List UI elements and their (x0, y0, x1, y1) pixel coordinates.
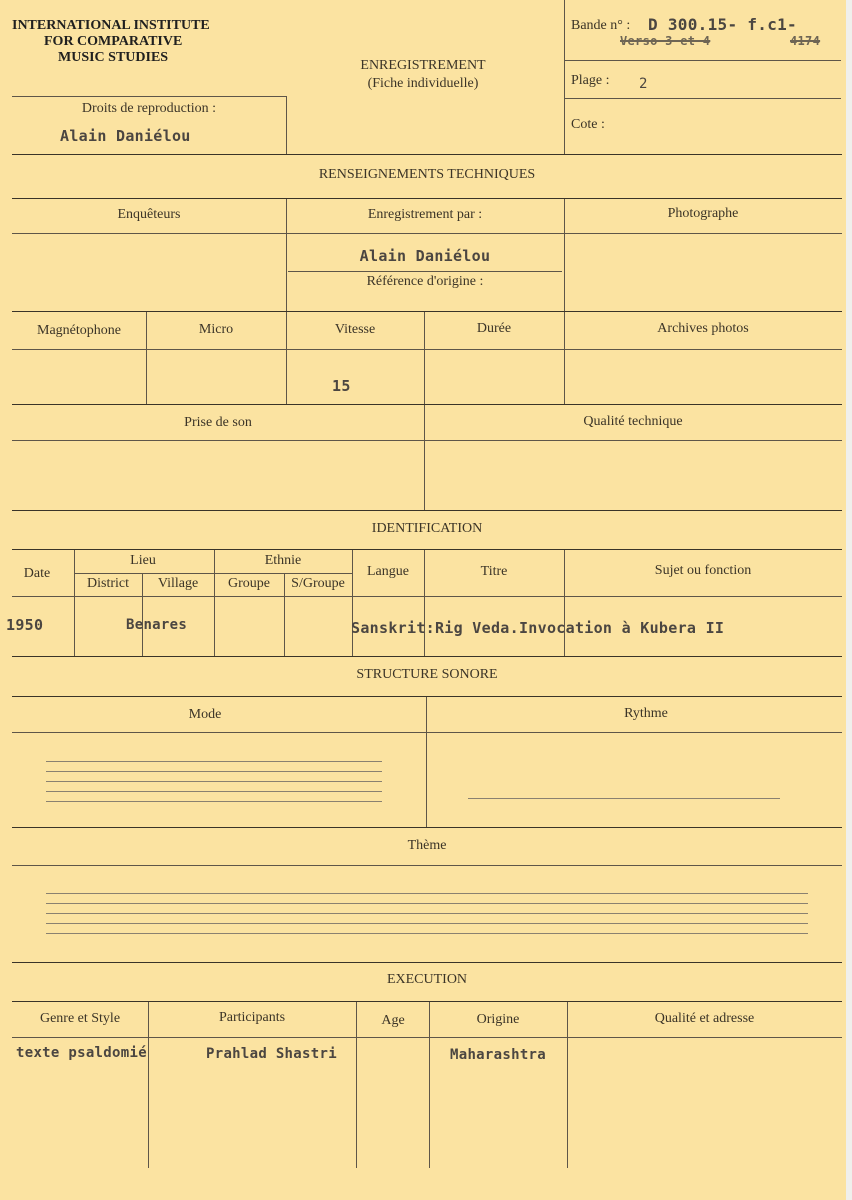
staff-line (46, 893, 808, 894)
rule (565, 60, 841, 61)
bande-value: D 300.15- f.c1- (648, 15, 797, 34)
sgroupe-label: S/Groupe (291, 576, 345, 591)
enqueteurs-label: Enquêteurs (117, 207, 181, 222)
staff-line (46, 771, 382, 772)
rule (567, 1002, 568, 1168)
staff-line (46, 923, 808, 924)
rule (424, 550, 425, 656)
staff-line (46, 903, 808, 904)
section-title-technical: RENSEIGNEMENTS TECHNIQUES (318, 167, 536, 182)
rule (286, 312, 287, 404)
plage-value: 2 (639, 76, 648, 92)
section-title-structure: STRUCTURE SONORE (356, 667, 498, 682)
qualite-technique-label: Qualité technique (583, 414, 683, 429)
prise-label: Prise de son (184, 415, 252, 430)
rule (352, 550, 353, 656)
rule (12, 732, 842, 733)
rule (12, 827, 842, 828)
vitesse-label: Vitesse (334, 322, 376, 337)
rule (12, 233, 842, 234)
micro-label: Micro (198, 322, 234, 337)
page-edge (846, 0, 852, 1200)
district-label: District (87, 576, 129, 591)
rythme-label: Rythme (624, 706, 668, 721)
form-title-main: ENREGISTREMENT (360, 58, 486, 73)
rule (12, 311, 842, 312)
bande-struck-text: Verso 3 et 4 (620, 34, 711, 48)
enregistrement-label: Enregistrement par : (367, 207, 483, 222)
genre-label: Genre et Style (39, 1011, 121, 1026)
origine-label: Origine (476, 1012, 520, 1027)
rule (12, 440, 842, 441)
plage-label: Plage : (571, 73, 610, 88)
rule (12, 1001, 842, 1002)
institute-name (12, 18, 210, 66)
rule (356, 1002, 357, 1168)
rule (564, 199, 565, 311)
rule (12, 404, 842, 405)
rule (12, 349, 842, 350)
qualite-adresse-label: Qualité et adresse (654, 1011, 755, 1026)
staff-line (46, 933, 808, 934)
rule (12, 198, 842, 199)
rule (288, 271, 562, 272)
duree-label: Durée (476, 321, 512, 336)
institute-line-1: INTERNATIONAL INSTITUTE (12, 18, 210, 33)
langue-label: Langue (367, 564, 409, 579)
rule (12, 596, 842, 597)
form-title-sub: (Fiche individuelle) (367, 76, 479, 91)
rule (74, 573, 352, 574)
date-label: Date (23, 566, 51, 581)
institute-line-2: FOR COMPARATIVE (44, 34, 183, 49)
sujet-label: Sujet ou fonction (654, 563, 752, 578)
staff-line (46, 791, 382, 792)
rule (142, 574, 143, 656)
bande-label: Bande n° : (571, 18, 631, 33)
rule (12, 696, 842, 697)
genre-value: texte psaldomié (16, 1045, 147, 1061)
date-value: 1950 (6, 616, 44, 634)
theme-label: Thème (407, 838, 447, 853)
rule (426, 697, 427, 827)
rule (564, 312, 565, 404)
rights-value: Alain Daniélou (60, 127, 191, 145)
photographe-label: Photographe (667, 206, 739, 221)
institute-line-3: MUSIC STUDIES (58, 50, 169, 65)
rights-label: Droits de reproduction : (81, 101, 217, 116)
staff-line (46, 913, 808, 914)
staff-line (46, 761, 382, 762)
lieu-label: Lieu (130, 553, 156, 568)
rule (74, 550, 75, 656)
rule (424, 405, 425, 510)
rule (146, 312, 147, 404)
age-label: Age (381, 1013, 405, 1028)
rule (214, 550, 215, 656)
rule (565, 98, 841, 99)
rule (429, 1002, 430, 1168)
bande-struck-extra: 4174 (790, 34, 821, 48)
rule (284, 574, 285, 656)
cote-label: Cote : (571, 117, 605, 132)
rule (286, 199, 287, 311)
participants-value: Prahlad Shastri (206, 1046, 337, 1062)
ethnie-label: Ethnie (264, 553, 302, 568)
section-title-execution: EXECUTION (386, 972, 468, 987)
rule (12, 96, 287, 97)
titre-label: Titre (480, 564, 508, 579)
identification-row-text: Sanskrit:Rig Veda.Invocation à Kubera II (351, 619, 725, 637)
section-title-identification: IDENTIFICATION (371, 521, 483, 536)
archives-label: Archives photos (657, 321, 749, 336)
lieu-value: Benares (126, 617, 188, 633)
rule (12, 865, 842, 866)
enregistrement-value: Alain Daniélou (359, 247, 491, 265)
rule (424, 312, 425, 404)
rule (286, 96, 287, 154)
rule (12, 154, 842, 155)
rule (564, 0, 565, 154)
rule (12, 549, 842, 550)
reference-label: Référence d'origine : (366, 274, 484, 289)
rule (12, 510, 842, 511)
rule (564, 550, 565, 656)
staff-line (46, 781, 382, 782)
rule (12, 962, 842, 963)
origine-value: Maharashtra (450, 1047, 547, 1063)
magnetophone-label: Magnétophone (37, 323, 121, 338)
groupe-label: Groupe (228, 576, 270, 591)
vitesse-value: 15 (332, 377, 351, 395)
mode-label: Mode (188, 707, 222, 722)
rythme-line (468, 798, 780, 799)
village-label: Village (157, 576, 199, 591)
participants-label: Participants (218, 1010, 286, 1025)
rule (12, 1037, 842, 1038)
rule (148, 1002, 149, 1168)
rule (12, 656, 842, 657)
form-title (300, 58, 546, 92)
staff-line (46, 801, 382, 802)
